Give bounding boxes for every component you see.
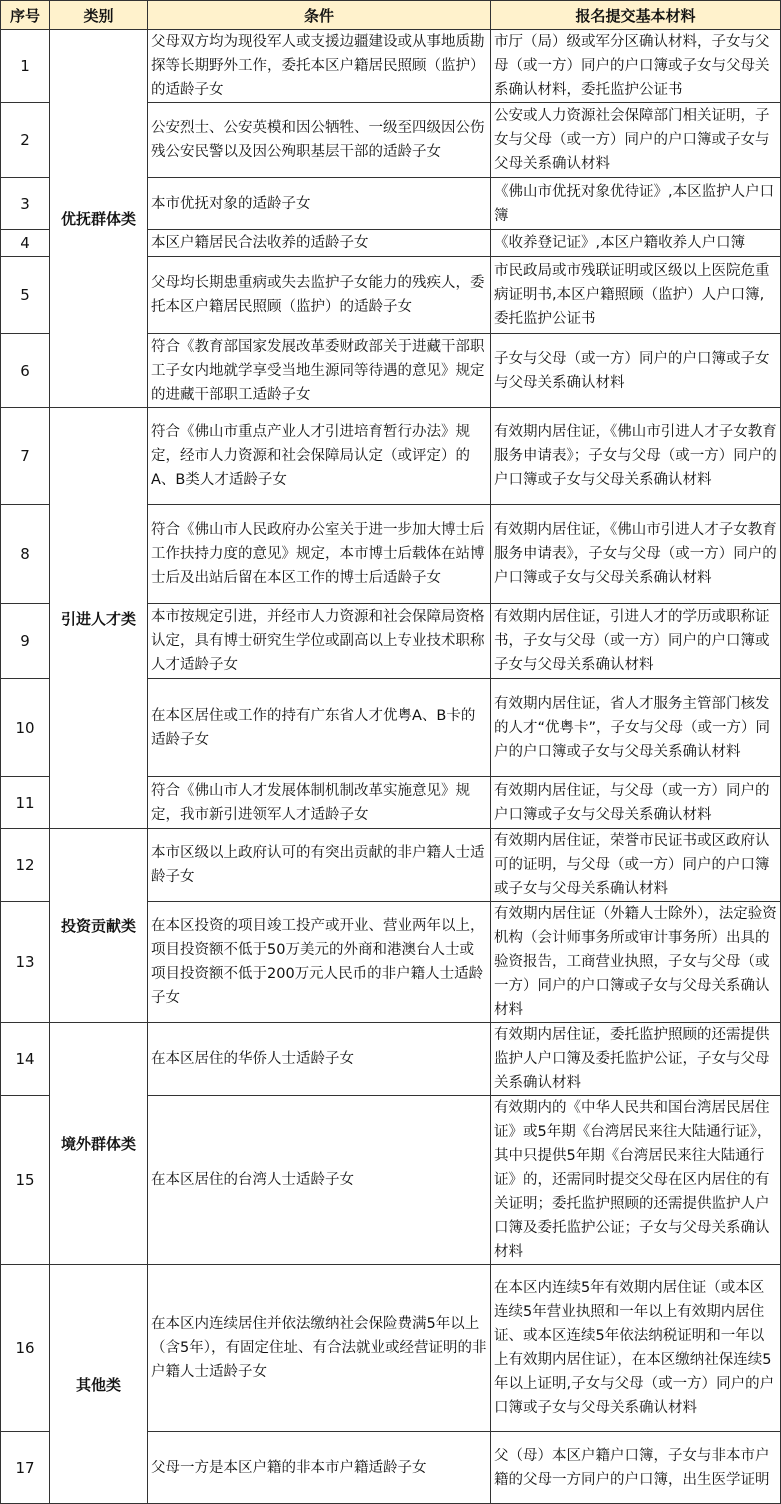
materials-cell: 有效期内的《中华人民共和国台湾居民居住证》或5年期《台湾居民来往大陆通行证》，其中只提供5年期《台湾居民来往大陆通行证》的，还需同时提交父母在区内居住的有关证明；委托监护照顾的还需提供监护人户口簿及委托监护公证；子女与父母关系确认材料 <box>491 1096 781 1265</box>
condition-cell: 符合《佛山市重点产业人才引进培育暂行办法》规定，经市人力资源和社会保障局认定（或评定）的A、B类人才适龄子女 <box>148 408 491 505</box>
table-header-row <box>1 1 781 30</box>
materials-cell: 有效期内居住证（外籍人士除外），法定验资机构（会计师事务所或审计事务所）出具的验资报告，工商营业执照，子女与父母（或一方）同户的户口簿或子女与父母关系确认材料 <box>491 902 781 1023</box>
category-cell: 引进人才类 <box>50 408 148 829</box>
header-category: 类别 <box>50 1 148 30</box>
condition-cell: 本市区级以上政府认可的有突出贡献的非户籍人士适龄子女 <box>148 829 491 902</box>
category-cell: 优抚群体类 <box>50 30 148 408</box>
materials-cell: 《收养登记证》,本区户籍收养人户口簿 <box>491 230 781 257</box>
condition-cell: 在本区内连续居住并依法缴纳社会保险费满5年以上（含5年），有固定住址、有合法就业或经营证明的非户籍人士适龄子女 <box>148 1265 491 1432</box>
header-materials: 报名提交基本材料 <box>491 1 781 30</box>
table-row <box>1 1265 781 1432</box>
condition-cell: 本区户籍居民合法收养的适龄子女 <box>148 230 491 257</box>
table-row <box>1 30 781 103</box>
row-number: 8 <box>1 505 50 604</box>
row-number: 3 <box>1 178 50 230</box>
row-number: 9 <box>1 604 50 679</box>
materials-cell: 在本区内连续5年有效期内居住证（或本区连续5年营业执照和一年以上有效期内居住证、或本区连续5年依法纳税证明和一年以上有效期内居住证），在本区缴纳社保连续5年以上证明,子女与父母（或一方）同户的户口簿或子女与父母关系确认材料 <box>491 1265 781 1432</box>
condition-cell: 父母一方是本区户籍的非本市户籍适龄子女 <box>148 1432 491 1504</box>
row-number: 14 <box>1 1023 50 1096</box>
row-number: 16 <box>1 1265 50 1432</box>
condition-cell: 本市优抚对象的适龄子女 <box>148 178 491 230</box>
materials-cell: 有效期内居住证，《佛山市引进人才子女教育服务申请表》；子女与父母（或一方）同户的户口簿或子女与父母关系确认材料 <box>491 408 781 505</box>
row-number: 10 <box>1 679 50 777</box>
materials-cell: 有效期内居住证，引进人才的学历或职称证书，子女与父母（或一方）同户的户口簿或子女与父母关系确认材料 <box>491 604 781 679</box>
condition-cell: 符合《教育部国家发展改革委财政部关于进藏干部职工子女内地就学享受当地生源同等待遇的意见》规定的进藏干部职工适龄子女 <box>148 334 491 408</box>
row-number: 15 <box>1 1096 50 1265</box>
condition-cell: 符合《佛山市人民政府办公室关于进一步加大博士后工作扶持力度的意见》规定，本市博士后载体在站博士后及出站后留在本区工作的博士后适龄子女 <box>148 505 491 604</box>
condition-cell: 父母均长期患重病或失去监护子女能力的残疾人，委托本区户籍居民照顾（监护）的适龄子女 <box>148 257 491 334</box>
row-number: 6 <box>1 334 50 408</box>
row-number: 12 <box>1 829 50 902</box>
table-row <box>1 1023 781 1096</box>
condition-cell: 在本区居住的台湾人士适龄子女 <box>148 1096 491 1265</box>
table-row <box>1 829 781 902</box>
category-cell: 其他类 <box>50 1265 148 1504</box>
materials-cell: 有效期内居住证，与父母（或一方）同户的户口簿或子女与父母关系确认材料 <box>491 777 781 829</box>
table-row <box>1 408 781 505</box>
materials-cell: 公安或人力资源社会保障部门相关证明，子女与父母（或一方）同户的户口簿或子女与父母关系确认材料 <box>491 103 781 178</box>
row-number: 7 <box>1 408 50 505</box>
row-number: 13 <box>1 902 50 1023</box>
row-number: 1 <box>1 30 50 103</box>
materials-cell: 有效期内居住证，委托监护照顾的还需提供监护人户口簿及委托监护公证，子女与父母关系确认材料 <box>491 1023 781 1096</box>
materials-cell: 父（母）本区户籍户口簿，子女与非本市户籍的父母一方同户的户口簿，出生医学证明 <box>491 1432 781 1504</box>
row-number: 5 <box>1 257 50 334</box>
materials-cell: 子女与父母（或一方）同户的户口簿或子女与父母关系确认材料 <box>491 334 781 408</box>
materials-cell: 有效期内居住证，省人才服务主管部门核发的人才“优粤卡”，子女与父母（或一方）同户的户口簿或子女与父母关系确认材料 <box>491 679 781 777</box>
row-number: 11 <box>1 777 50 829</box>
row-number: 2 <box>1 103 50 178</box>
category-cell: 境外群体类 <box>50 1023 148 1265</box>
category-cell: 投资贡献类 <box>50 829 148 1023</box>
condition-cell: 在本区居住的华侨人士适龄子女 <box>148 1023 491 1096</box>
materials-cell: 有效期内居住证，荣誉市民证书或区政府认可的证明，与父母（或一方）同户的户口簿或子女与父母关系确认材料 <box>491 829 781 902</box>
materials-cell: 市民政局或市残联证明或区级以上医院危重病证明书,本区户籍照顾（监护）人户口簿,委托监护公证书 <box>491 257 781 334</box>
header-num: 序号 <box>1 1 50 30</box>
materials-cell: 市厅（局）级或军分区确认材料，子女与父母（或一方）同户的户口簿或子女与父母关系确认材料，委托监护公证书 <box>491 30 781 103</box>
condition-cell: 公安烈士、公安英模和因公牺牲、一级至四级因公伤残公安民警以及因公殉职基层干部的适龄子女 <box>148 103 491 178</box>
condition-cell: 在本区投资的项目竣工投产或开业、营业两年以上，项目投资额不低于50万美元的外商和港澳台人士或项目投资额不低于200万元人民币的非户籍人士适龄子女 <box>148 902 491 1023</box>
materials-cell: 《佛山市优抚对象优待证》,本区监护人户口簿 <box>491 178 781 230</box>
row-number: 17 <box>1 1432 50 1504</box>
header-condition: 条件 <box>148 1 491 30</box>
condition-cell: 符合《佛山市人才发展体制机制改革实施意见》规定，我市新引进领军人才适龄子女 <box>148 777 491 829</box>
condition-cell: 本市按规定引进，并经市人力资源和社会保障局资格认定，具有博士研究生学位或副高以上专业技术职称人才适龄子女 <box>148 604 491 679</box>
row-number: 4 <box>1 230 50 257</box>
condition-cell: 在本区居住或工作的持有广东省人才优粤A、B卡的适龄子女 <box>148 679 491 777</box>
condition-cell: 父母双方均为现役军人或支援边疆建设或从事地质勘探等长期野外工作，委托本区户籍居民照顾（监护）的适龄子女 <box>148 30 491 103</box>
materials-cell: 有效期内居住证，《佛山市引进人才子女教育服务申请表》，子女与父母（或一方）同户的户口簿或子女与父母关系确认材料 <box>491 505 781 604</box>
